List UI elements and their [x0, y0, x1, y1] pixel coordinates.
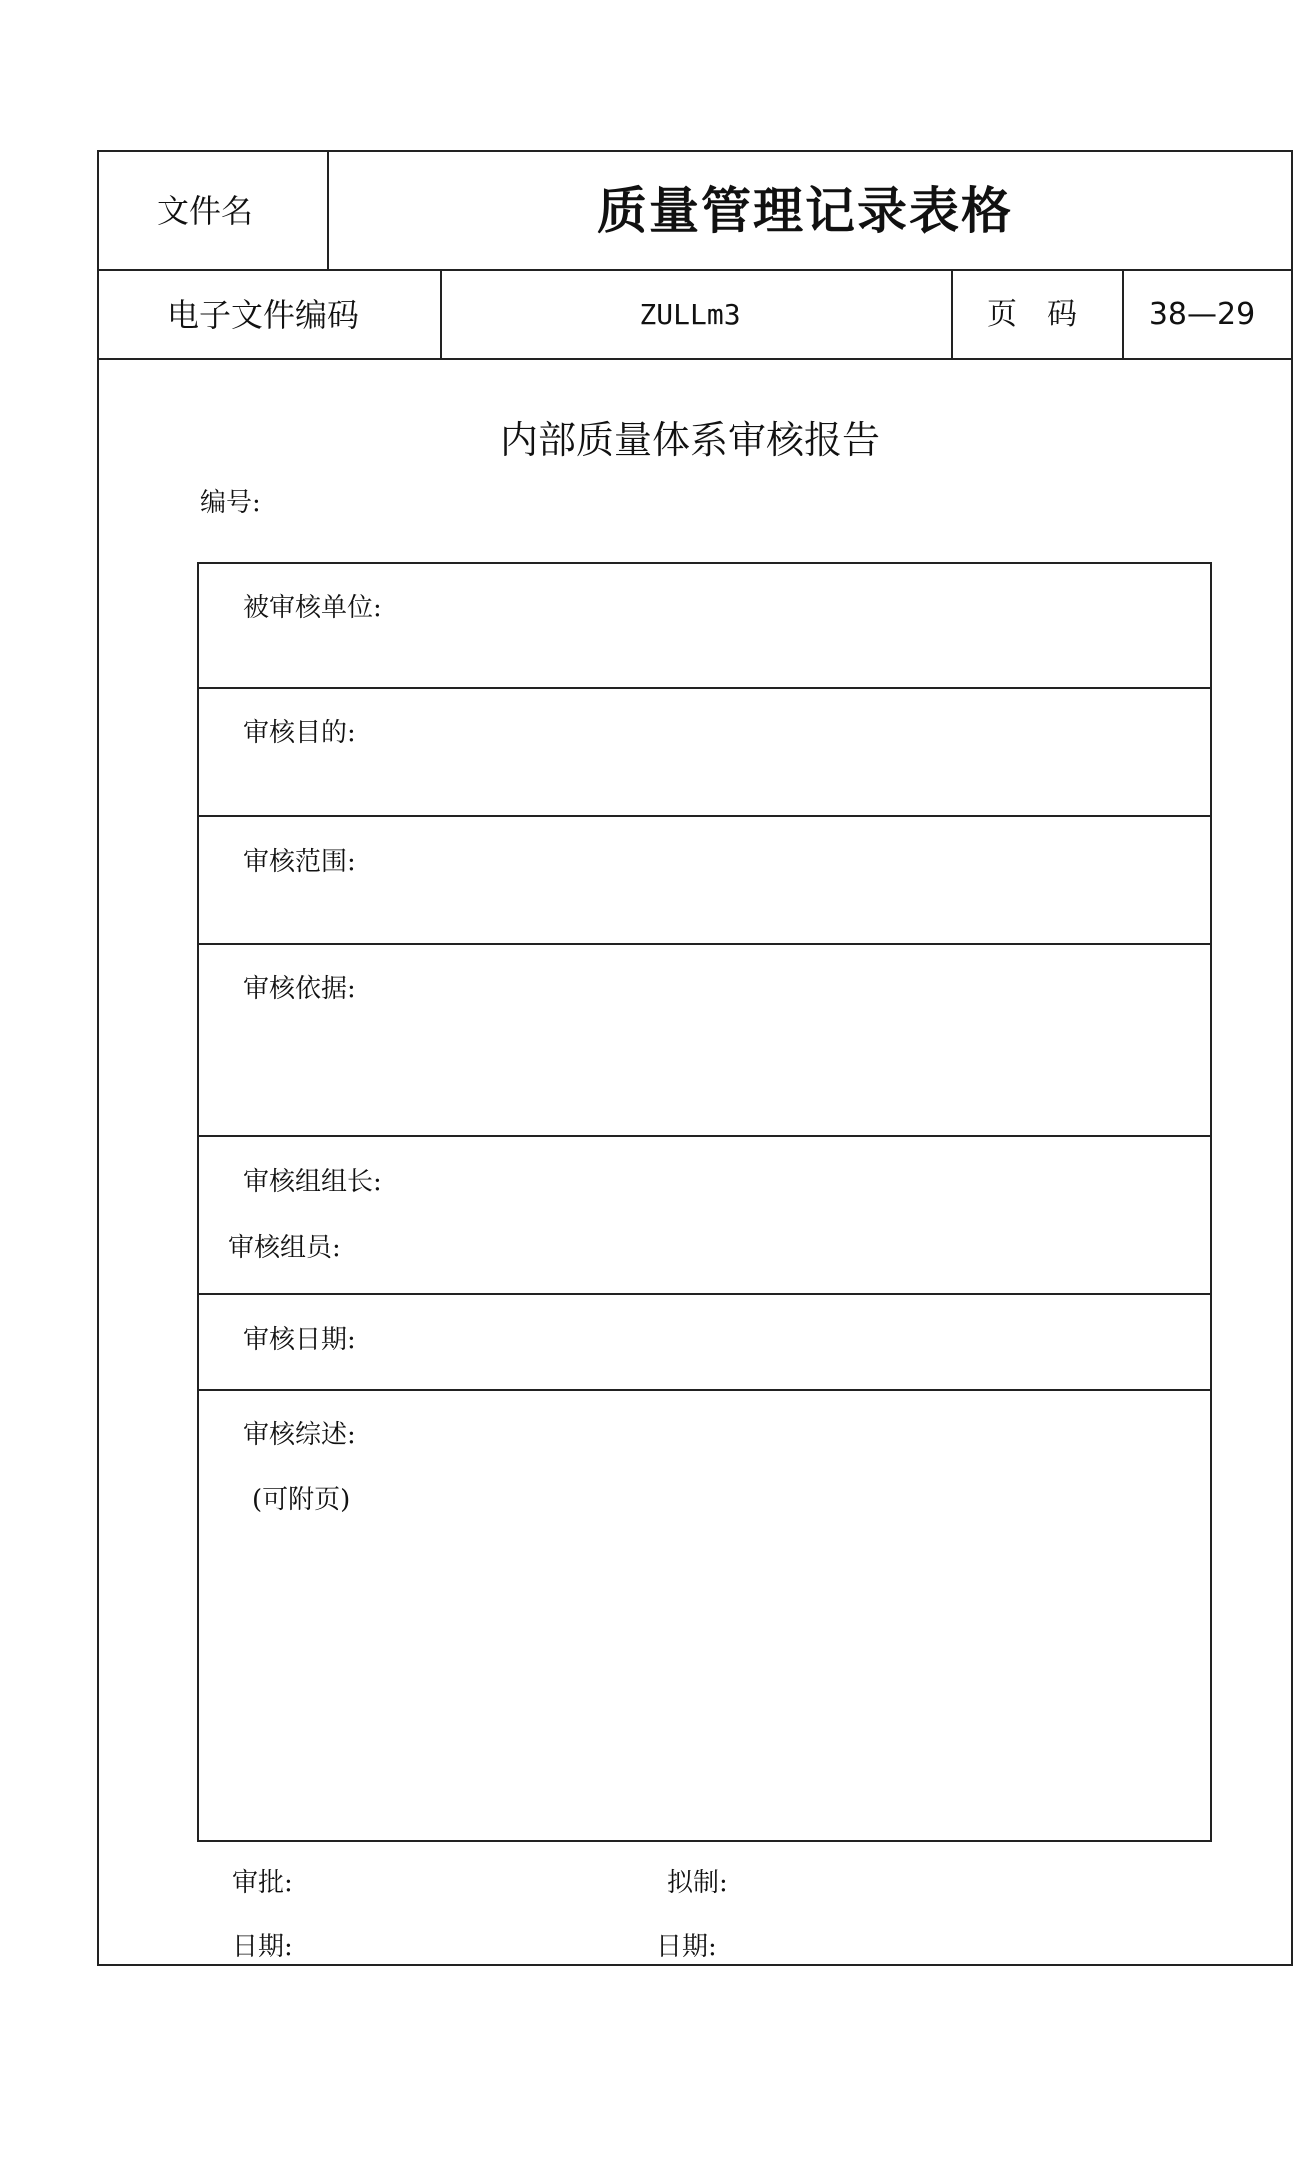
- prepare-date-label: 日期:: [656, 1932, 717, 1962]
- row-divider-4: [197, 1135, 1212, 1137]
- file-name-label: 文件名: [156, 192, 254, 230]
- header-row-divider: [97, 269, 1293, 271]
- page-value: 38—29: [1148, 297, 1256, 332]
- row-divider-6: [197, 1389, 1212, 1391]
- header-col-divider-4: [1122, 269, 1124, 359]
- audit-basis-label: 审核依据:: [243, 974, 356, 1004]
- audit-form-table: [197, 562, 1212, 1842]
- row-divider-3: [197, 943, 1212, 945]
- team-leader-label: 审核组组长:: [243, 1167, 382, 1197]
- audit-summary-note: (可附页): [252, 1485, 351, 1515]
- report-number-label: 编号:: [200, 488, 261, 518]
- header-col-divider-3: [951, 269, 953, 359]
- audit-summary-label: 审核综述:: [243, 1420, 356, 1450]
- approve-date-label: 日期:: [232, 1932, 293, 1962]
- document-title: 质量管理记录表格: [597, 181, 1013, 240]
- row-divider-5: [197, 1293, 1212, 1295]
- header-col-divider-2: [440, 269, 442, 359]
- electronic-code-value: ZULLm3: [639, 298, 741, 331]
- audited-unit-label: 被审核单位:: [243, 593, 382, 623]
- prepare-label: 拟制:: [667, 1868, 728, 1898]
- page-label: 页 码: [987, 297, 1077, 332]
- team-members-label: 审核组员:: [228, 1233, 341, 1263]
- electronic-code-label: 电子文件编码: [166, 296, 360, 334]
- approve-label: 审批:: [232, 1868, 293, 1898]
- audit-scope-label: 审核范围:: [243, 847, 356, 877]
- audit-purpose-label: 审核目的:: [243, 718, 356, 748]
- row-divider-2: [197, 815, 1212, 817]
- header-col-divider-1: [327, 150, 329, 270]
- audit-date-label: 审核日期:: [243, 1325, 356, 1355]
- report-title: 内部质量体系审核报告: [499, 418, 881, 462]
- header-bottom-divider: [97, 358, 1293, 360]
- row-divider-1: [197, 687, 1212, 689]
